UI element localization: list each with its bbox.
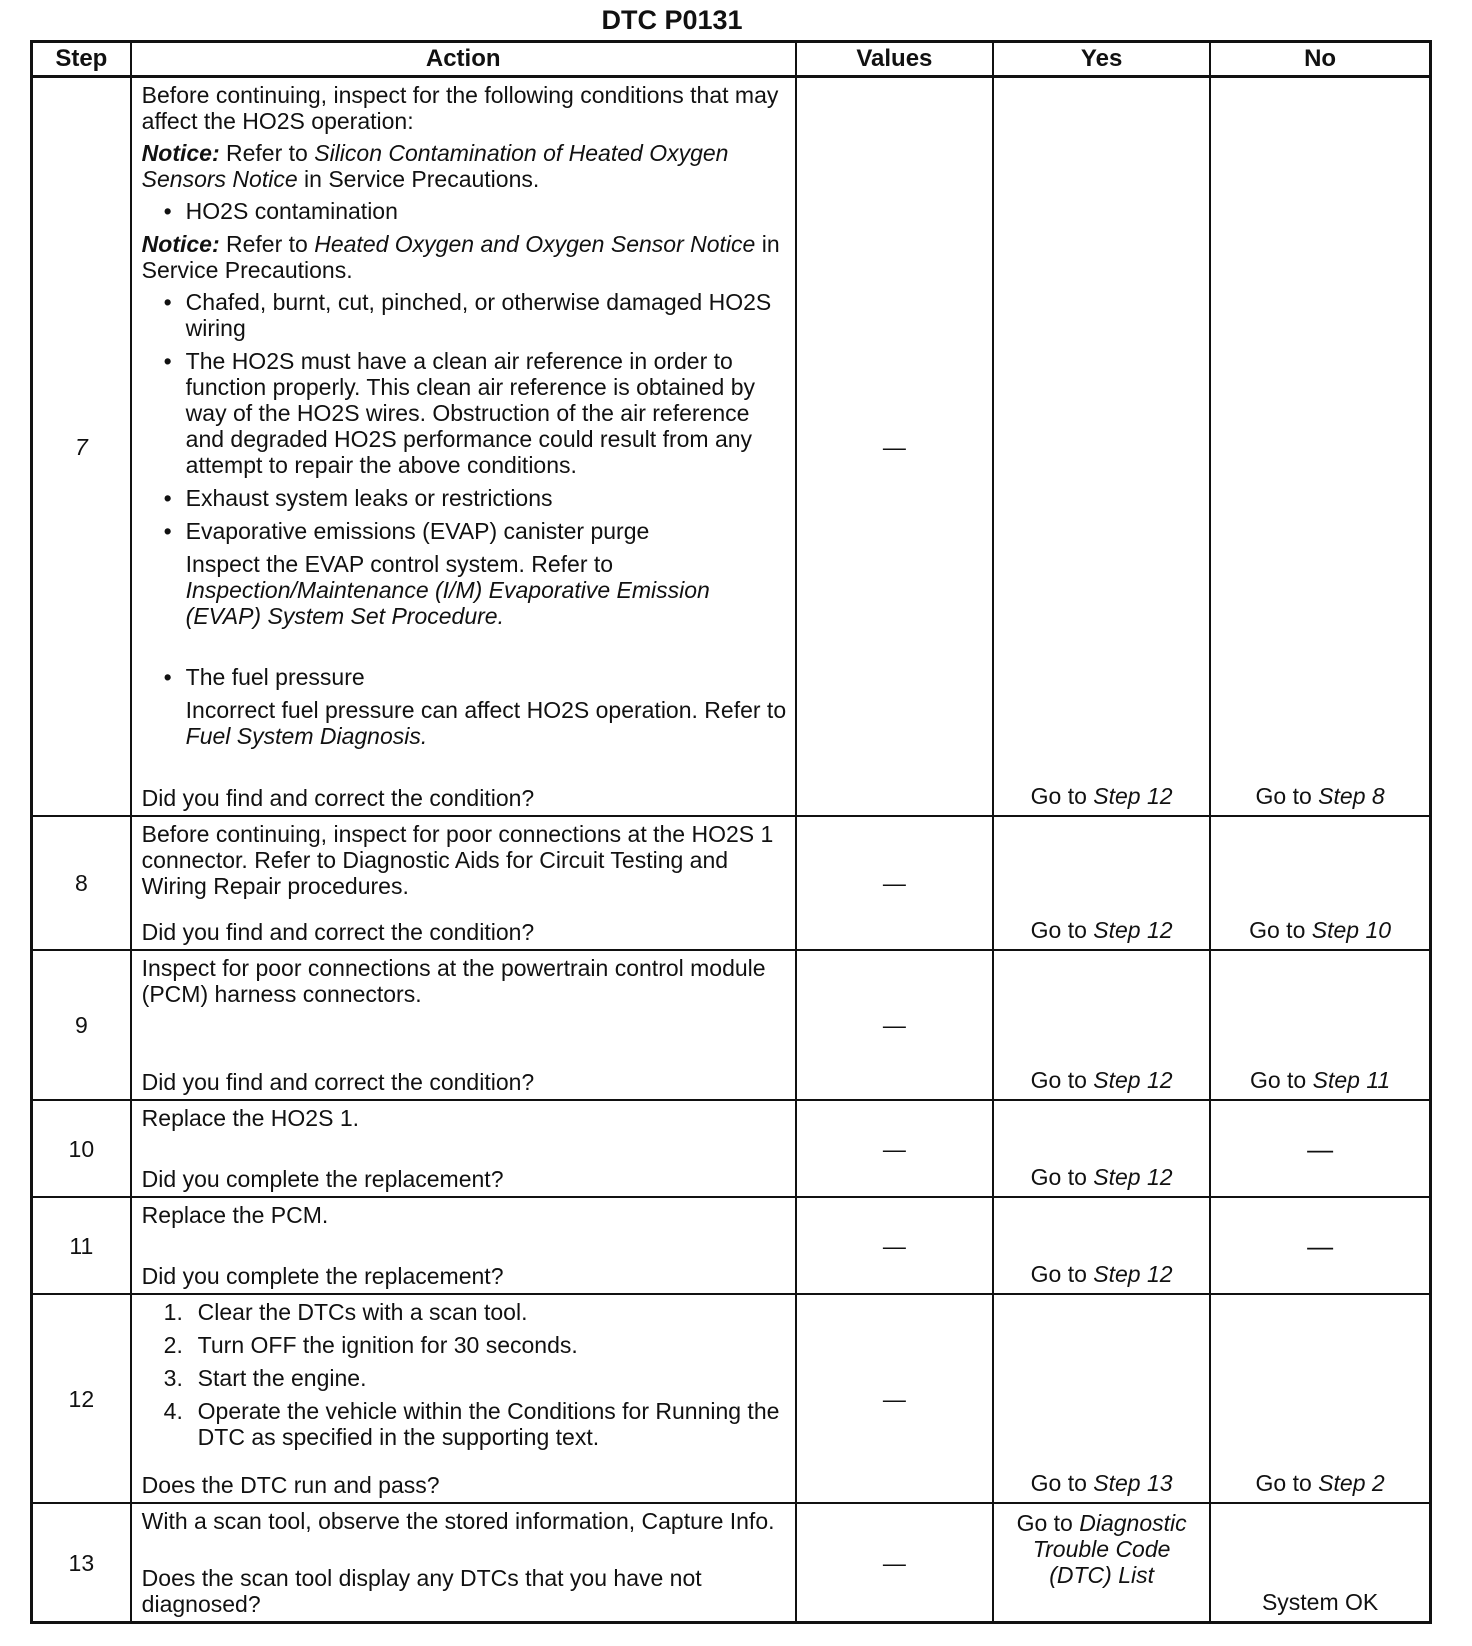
action-text: Replace the HO2S 1.	[141, 1104, 360, 1131]
bullet-item: • Exhaust system leaks or restrictions	[142, 485, 787, 511]
action-question: Does the DTC run and pass?	[141, 1472, 440, 1499]
action-text: Before continuing, inspect for poor connections at the HO2S 1 connector. Refer to Diagnostic Aids for Circuit Testing and Wiring Repair procedures.	[141, 821, 774, 900]
bullet-item: • The HO2S must have a clean air reference in order to function properly. This clean air reference is obtained by way of the HO2S wires. Obstruction of the air reference and degraded HO2S performance could result from any attempt to repair the above conditions.	[142, 348, 787, 478]
table-row	[32, 816, 1431, 949]
bullet-detail: Incorrect fuel pressure can affect HO2S operation. Refer to Fuel System Diagnosis.	[185, 697, 787, 749]
action-text: With a scan tool, observe the stored information, Capture Info.	[141, 1508, 775, 1535]
values-cell: —	[796, 1294, 993, 1503]
step-number: 7	[32, 77, 131, 817]
step-number: 11	[32, 1197, 131, 1294]
action-question: Did you complete the replacement?	[141, 1166, 504, 1193]
numbered-item: 2. Turn OFF the ignition for 30 seconds.	[163, 1331, 578, 1358]
action-cell	[131, 1503, 796, 1622]
action-cell	[131, 816, 796, 949]
values-cell: —	[796, 1100, 993, 1198]
bullet-detail: Inspect the EVAP control system. Refer to Inspection/Maintenance (I/M) Evaporative Emission (EVAP) System Set Procedure.	[185, 551, 710, 629]
no-cell: System OK	[1210, 1503, 1430, 1622]
action-cell	[131, 1294, 796, 1503]
step-number: 8	[32, 816, 131, 949]
step-number: 9	[32, 950, 131, 1100]
yes-cell: Go to Step 12	[993, 950, 1210, 1100]
yes-cell: Go to Step 12	[993, 1197, 1210, 1294]
values-cell: —	[796, 950, 993, 1100]
header-values: Values	[796, 42, 993, 77]
no-cell: Go to Step 8	[1210, 77, 1430, 817]
action-cell	[131, 950, 796, 1100]
page-title: DTC P0131	[601, 5, 743, 35]
step-number: 10	[32, 1100, 131, 1198]
values-cell: —	[796, 1503, 993, 1622]
yes-cell: Go to Step 12	[993, 77, 1210, 817]
header-yes: Yes	[993, 42, 1210, 77]
bullet-item: • The fuel pressure	[142, 664, 787, 690]
action-question: Did you complete the replacement?	[141, 1262, 504, 1289]
table-row	[32, 1503, 1431, 1622]
action-intro: Before continuing, inspect for the following conditions that may affect the HO2S operation:	[141, 82, 779, 134]
yes-cell: Go to Step 13	[993, 1294, 1210, 1503]
no-cell: Go to Step 11	[1210, 950, 1430, 1100]
table-row	[32, 950, 1431, 1100]
notice: Notice: Refer to Silicon Contamination of Heated Oxygen Sensors Notice in Service Precautions.	[141, 140, 729, 192]
no-cell: Go to Step 2	[1210, 1294, 1430, 1503]
bullet-item: • HO2S contamination	[142, 198, 787, 224]
notice: Notice: Refer to Heated Oxygen and Oxygen Sensor Notice in Service Precautions.	[141, 231, 780, 283]
values-cell: —	[796, 77, 993, 817]
diagnostic-table	[30, 40, 1432, 1624]
numbered-item: 1. Clear the DTCs with a scan tool.	[163, 1298, 528, 1325]
values-cell: —	[796, 816, 993, 949]
no-cell: Go to Step 10	[1210, 816, 1430, 949]
action-question: Did you find and correct the condition?	[141, 785, 535, 812]
action-question: Did you find and correct the condition?	[141, 918, 535, 945]
numbered-item: 4. Operate the vehicle within the Conditions for Running the DTC as specified in the supporting text.	[163, 1397, 780, 1450]
action-text: Replace the PCM.	[141, 1202, 329, 1229]
header-no: No	[1210, 42, 1430, 77]
header-row	[32, 42, 1431, 77]
action-cell	[131, 77, 796, 817]
bullet-item: • Chafed, burnt, cut, pinched, or otherwise damaged HO2S wiring	[142, 289, 787, 341]
action-text: Inspect for poor connections at the powertrain control module (PCM) harness connectors.	[141, 954, 766, 1007]
action-cell	[131, 1197, 796, 1294]
action-question: Did you find and correct the condition?	[141, 1068, 535, 1095]
bullet-item: • Evaporative emissions (EVAP) canister purge	[142, 518, 787, 544]
table-row	[32, 1100, 1431, 1198]
table-row	[32, 1294, 1431, 1503]
yes-cell: Go to Diagnostic Trouble Code (DTC) List	[993, 1503, 1210, 1622]
table-row	[32, 1197, 1431, 1294]
table-row	[32, 77, 1431, 817]
step-number: 13	[32, 1503, 131, 1622]
step-number: 12	[32, 1294, 131, 1503]
action-cell	[131, 1100, 796, 1198]
numbered-item: 3. Start the engine.	[163, 1364, 367, 1391]
header-step: Step	[32, 42, 131, 77]
yes-cell: Go to Step 12	[993, 1100, 1210, 1198]
header-action: Action	[131, 42, 796, 77]
yes-cell: Go to Step 12	[993, 816, 1210, 949]
action-question: Does the scan tool display any DTCs that you have not diagnosed?	[141, 1565, 702, 1617]
no-cell: —	[1210, 1100, 1430, 1198]
values-cell: —	[796, 1197, 993, 1294]
no-cell: —	[1210, 1197, 1430, 1294]
